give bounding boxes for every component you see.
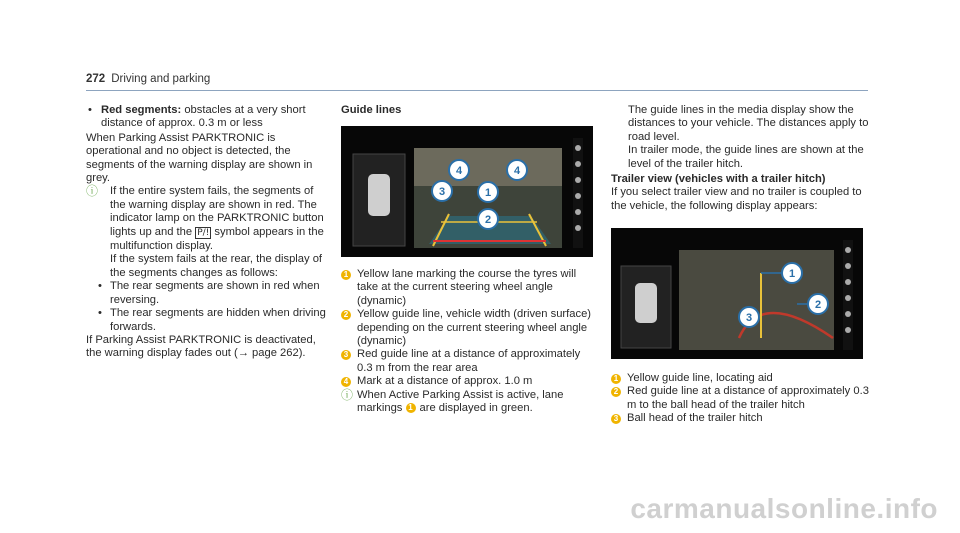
legend-item: 1 Yellow lane marking the course the tyres will take at the current steering wheel angle (dynamic) bbox=[341, 268, 597, 308]
callout-3: 3 bbox=[745, 312, 753, 324]
bullet-red-segments: • Red segments: obstacles at a very short distance of approx. 0.3 m or less bbox=[86, 104, 328, 131]
callout-1: 1 bbox=[788, 268, 796, 280]
section-heading: Guide lines bbox=[341, 104, 402, 116]
guide-lines-legend bbox=[341, 268, 597, 415]
note-block: ⓘ If the entire system fails, the segments of the warning display are shown in red. The indicator lamp on the PARKTRONIC button lights up and the P/! symbol appears in the multifunction display. If the system fails at the rear, the display of the segments changes as follows: • The rear segments are shown in red when reversing. • The rear segments are hidden when driving forwards. bbox=[86, 185, 328, 333]
watermark: carmanualsonline.info bbox=[630, 493, 938, 524]
legend-item: 3 Ball head of the trailer hitch bbox=[611, 412, 869, 425]
section-title: Driving and parking bbox=[111, 73, 211, 85]
callout-1: 1 bbox=[484, 187, 492, 199]
legend-item: 3 Red guide line at a distance of approximately 0.3 m from the rear area bbox=[341, 348, 597, 375]
header-rule bbox=[86, 90, 868, 91]
legend-item: 2 Red guide line at a distance of approximately 0.3 m to the ball head of the trailer hitch bbox=[611, 385, 869, 412]
page-header bbox=[86, 73, 210, 85]
note-active-parking: ⓘ When Active Parking Assist is active, lane markings 1 are displayed in green. bbox=[341, 387, 564, 415]
column-3 bbox=[611, 104, 869, 213]
camera-view bbox=[611, 228, 863, 359]
callout-3: 3 bbox=[438, 186, 446, 198]
camera-view bbox=[341, 126, 593, 257]
info-icon: ⓘ bbox=[86, 184, 99, 199]
guide-lines-camera-image bbox=[341, 126, 593, 257]
trailer-view-camera-image bbox=[611, 228, 863, 359]
legend-item: 4 Mark at a distance of approx. 1.0 m bbox=[341, 375, 597, 388]
callout-4: 4 bbox=[455, 165, 463, 177]
list-item: • The rear segments are hidden when driving forwards. bbox=[86, 307, 328, 334]
section-heading: Trailer view (vehicles with a trailer hitch) bbox=[611, 173, 826, 186]
paragraph: In trailer mode, the guide lines are shown at the level of the trailer hitch. bbox=[628, 144, 864, 170]
legend-item: 1 Yellow guide line, locating aid bbox=[611, 372, 869, 385]
parktronic-symbol-icon: P/! bbox=[197, 227, 210, 238]
paragraph: The guide lines in the media display show the distances to your vehicle. The distances apply to road level. bbox=[628, 104, 869, 143]
column-2 bbox=[341, 104, 593, 117]
paragraph: If you select trailer view and no trailer is coupled to the vehicle, the following display appears: bbox=[611, 186, 862, 212]
callout-4: 4 bbox=[513, 165, 521, 177]
trailer-view-legend bbox=[611, 372, 869, 426]
list-item: • The rear segments are shown in red when reversing. bbox=[86, 280, 328, 307]
callout-2: 2 bbox=[814, 299, 822, 311]
page-number: 272 bbox=[86, 73, 106, 85]
paragraph: If Parking Assist PARKTRONIC is deactivated, the warning display fades out (→ page 262). bbox=[86, 333, 316, 360]
column-1 bbox=[86, 104, 328, 361]
paragraph: When Parking Assist PARKTRONIC is operational and no object is detected, the segments of the warning display are shown in grey. bbox=[86, 131, 313, 185]
info-icon: ⓘ bbox=[341, 387, 354, 402]
callout-2: 2 bbox=[484, 214, 492, 226]
legend-item: 2 Yellow guide line, vehicle width (driven surface) depending on the current steering wheel angle (dynamic) bbox=[341, 308, 597, 348]
